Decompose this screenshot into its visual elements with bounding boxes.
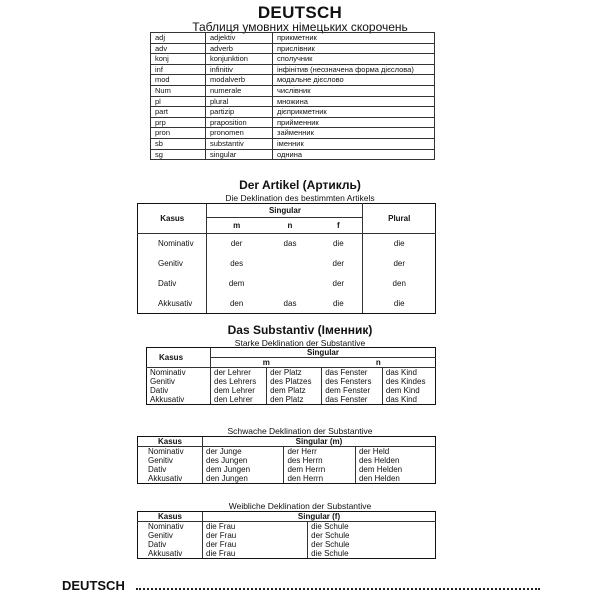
starke-form-column (322, 368, 383, 405)
starke-form: das Fenster (325, 368, 368, 377)
abbreviation-term: modalverb (206, 75, 273, 86)
artikel-gender-f: f (314, 218, 363, 234)
artikel-cell-f: der (314, 254, 363, 274)
artikel-cell-kasus: Nominativ (138, 234, 207, 254)
artikel-cell-f: die (314, 294, 363, 314)
starke-kasus-label: Nominativ (150, 368, 186, 377)
abbreviation-code: adv (151, 43, 206, 54)
weibliche-kasus-label: Genitiv (148, 531, 173, 540)
abbreviation-row (151, 107, 435, 118)
starke-form: den Lehrer (214, 395, 253, 404)
abbreviation-translation: дієприкметник (273, 107, 435, 118)
starke-caption: Starke Deklination der Substantive (234, 338, 366, 348)
artikel-table (137, 203, 436, 314)
abbreviation-term: konjunktion (206, 54, 273, 65)
artikel-cell-m: der (207, 234, 266, 254)
schwache-form: dem Helden (358, 465, 403, 474)
weibliche-kasus-label: Akkusativ (148, 549, 183, 558)
starke-form: das Kind (385, 395, 418, 404)
weibliche-caption: Weibliche Deklination der Substantive (228, 501, 372, 511)
starke-form: des Fensters (325, 377, 372, 386)
weibliche-kasus-label: Dativ (148, 540, 167, 549)
abbreviation-translation: сполучник (273, 54, 435, 65)
schwache-kasus-label: Nominativ (148, 447, 184, 456)
abbreviation-term: partizip (206, 107, 273, 118)
artikel-gender-m: m (207, 218, 266, 234)
abbreviation-term: plural (206, 96, 273, 107)
artikel-plural-header: Plural (363, 204, 436, 234)
artikel-cell-pl: die (363, 234, 436, 254)
abbreviation-code: sb (151, 138, 206, 149)
abbreviation-code: inf (151, 64, 206, 75)
substantiv-title: Das Substantiv (Іменник) (227, 323, 373, 337)
artikel-cell-pl: die (363, 294, 436, 314)
starke-singular-header: Singular (211, 348, 436, 358)
weibliche-kasus-label: Nominativ (148, 522, 184, 531)
schwache-form: dem Jungen (206, 465, 251, 474)
abbreviation-row (151, 43, 435, 54)
weibliche-kasus-column (138, 522, 203, 559)
artikel-cell-n (266, 274, 314, 294)
schwache-form: der Junge (206, 447, 242, 456)
abbreviation-translation: прийменник (273, 117, 435, 128)
footer-label: DEUTSCH (62, 578, 125, 593)
abbreviation-row (151, 33, 435, 44)
weibliche-form: der Frau (206, 540, 237, 549)
schwache-kasus-label: Akkusativ (148, 474, 183, 483)
schwache-form: den Helden (358, 474, 400, 483)
weibliche-form: der Frau (206, 531, 237, 540)
page-title: DEUTSCH (257, 3, 343, 22)
schwache-form-column (355, 447, 435, 484)
schwache-form: den Herrn (287, 474, 324, 483)
schwache-table (137, 436, 436, 484)
abbreviation-row (151, 64, 435, 75)
abbreviation-row (151, 75, 435, 86)
schwache-kasus-header: Kasus (138, 437, 203, 447)
abbreviation-row (151, 85, 435, 96)
starke-kasus-label: Akkusativ (150, 395, 185, 404)
abbreviation-term: infinitiv (206, 64, 273, 75)
starke-gender-m: m (211, 358, 322, 368)
abbreviation-translation: прислівник (273, 43, 435, 54)
abbreviation-term: praposition (206, 117, 273, 128)
schwache-form: des Jungen (206, 456, 248, 465)
artikel-row (138, 234, 436, 254)
starke-form: des Lehrers (214, 377, 257, 386)
abbreviation-term: adjektiv (206, 33, 273, 44)
artikel-title: Der Artikel (Артикль) (239, 178, 361, 192)
weibliche-singular-header: Singular (f) (203, 512, 436, 522)
abbreviation-translation: модальне дієслово (273, 75, 435, 86)
weibliche-form: der Schule (311, 540, 350, 549)
artikel-cell-pl: der (363, 254, 436, 274)
artikel-cell-kasus: Genitiv (138, 254, 207, 274)
weibliche-form: die Schule (311, 549, 349, 558)
abbreviation-row (151, 149, 435, 160)
starke-form: dem Fenster (325, 386, 371, 395)
abbreviation-code: part (151, 107, 206, 118)
abbreviation-row (151, 54, 435, 65)
schwache-kasus-label: Dativ (148, 465, 167, 474)
starke-form: das Fenster (325, 395, 368, 404)
abbreviation-code: prp (151, 117, 206, 128)
starke-form-column (267, 368, 322, 405)
starke-form: den Platz (270, 395, 304, 404)
weibliche-form: der Schule (311, 531, 350, 540)
abbreviation-code: Num (151, 85, 206, 96)
starke-form: der Platz (270, 368, 302, 377)
starke-kasus-label: Dativ (150, 386, 169, 395)
abbreviation-term: pronomen (206, 128, 273, 139)
artikel-cell-f: die (314, 234, 363, 254)
abbreviation-row (151, 117, 435, 128)
schwache-form-column (284, 447, 356, 484)
abbreviation-term: numerale (206, 85, 273, 96)
abbreviation-term: substantiv (206, 138, 273, 149)
artikel-cell-m: des (207, 254, 266, 274)
schwache-form: der Held (358, 447, 390, 456)
artikel-cell-pl: den (363, 274, 436, 294)
starke-form: dem Platz (270, 386, 306, 395)
artikel-cell-kasus: Akkusativ (138, 294, 207, 314)
abbreviation-code: pron (151, 128, 206, 139)
schwache-kasus-label: Genitiv (148, 456, 173, 465)
starke-form: dem Lehrer (214, 386, 255, 395)
weibliche-form: die Schule (311, 522, 349, 531)
abbreviation-row (151, 96, 435, 107)
weibliche-form: die Frau (206, 549, 236, 558)
schwache-form: dem Herrn (287, 465, 326, 474)
schwache-form: den Jungen (206, 474, 248, 483)
schwache-form: des Helden (358, 456, 400, 465)
abbreviation-term: singular (206, 149, 273, 160)
starke-form: der Lehrer (214, 368, 251, 377)
artikel-kasus-header: Kasus (138, 204, 207, 234)
abbreviation-code: mod (151, 75, 206, 86)
footer-dotted-line (136, 588, 540, 590)
abbreviation-code: pl (151, 96, 206, 107)
abbreviation-translation: прикметник (273, 33, 435, 44)
starke-table (146, 347, 436, 405)
artikel-row (138, 254, 436, 274)
artikel-cell-f: der (314, 274, 363, 294)
artikel-caption: Die Deklination des bestimmten Artikels (225, 193, 375, 203)
abbreviation-code: sg (151, 149, 206, 160)
abbreviation-translation: числівник (273, 85, 435, 96)
starke-form-column (382, 368, 435, 405)
weibliche-form: die Frau (206, 522, 236, 531)
starke-kasus-label: Genitiv (150, 377, 175, 386)
starke-form: das Kind (385, 368, 418, 377)
schwache-singular-header: Singular (m) (203, 437, 436, 447)
artikel-cell-n: das (283, 239, 297, 249)
weibliche-table (137, 511, 436, 559)
starke-gender-n: n (322, 358, 436, 368)
artikel-row (138, 294, 436, 314)
artikel-cell-kasus: Dativ (138, 274, 207, 294)
artikel-cell-n: das (266, 294, 314, 314)
abbreviation-row (151, 138, 435, 149)
schwache-form: der Herr (287, 447, 317, 456)
artikel-cell-m: den (207, 294, 266, 314)
abbreviation-translation: інфінітив (неозначена форма дієслова) (273, 64, 435, 75)
artikel-row (138, 274, 436, 294)
abbreviation-translation: займенник (273, 128, 435, 139)
abbreviation-translation: іменник (273, 138, 435, 149)
weibliche-form-column (203, 522, 308, 559)
abbreviation-code: konj (151, 54, 206, 65)
abbreviation-table (150, 32, 435, 160)
schwache-form: des Herrn (287, 456, 323, 465)
abbreviation-translation: однина (273, 149, 435, 160)
starke-form-column (211, 368, 267, 405)
starke-kasus-column (147, 368, 211, 405)
artikel-gender-n: n (266, 218, 314, 234)
weibliche-kasus-header: Kasus (138, 512, 203, 522)
starke-form: des Kindes (385, 377, 426, 386)
abbreviation-row (151, 128, 435, 139)
artikel-cell-m: dem (207, 274, 266, 294)
starke-kasus-header: Kasus (147, 348, 211, 368)
starke-form: des Platzes (270, 377, 312, 386)
schwache-caption: Schwache Deklination der Substantive (227, 426, 373, 436)
starke-form: dem Kind (385, 386, 420, 395)
schwache-form-column (203, 447, 284, 484)
weibliche-form-column (308, 522, 436, 559)
artikel-cell-n (266, 254, 314, 274)
abbreviation-translation: множина (273, 96, 435, 107)
schwache-kasus-column (138, 447, 203, 484)
abbreviation-code: adj (151, 33, 206, 44)
abbreviation-term: adverb (206, 43, 273, 54)
artikel-singular-header: Singular (207, 204, 363, 218)
page-subtitle: Таблиця умовних німецьких скорочень (192, 20, 408, 34)
